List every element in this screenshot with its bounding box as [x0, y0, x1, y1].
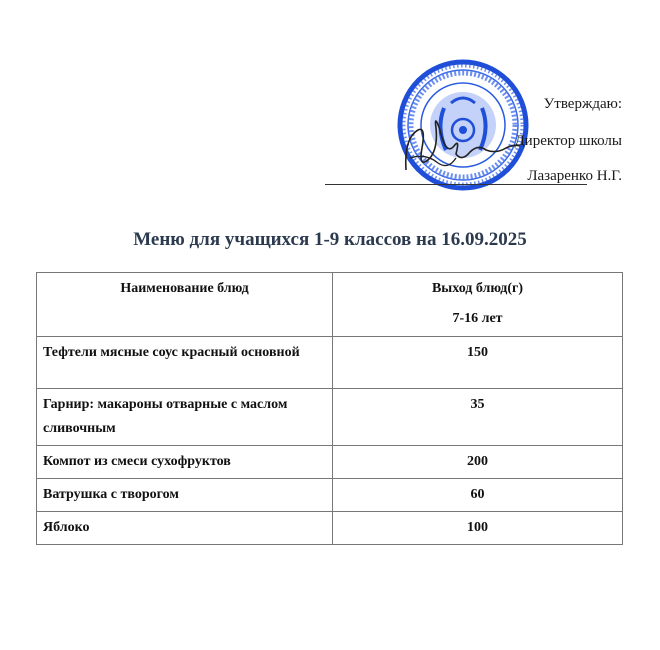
dish-name: Ватрушка с творогом	[37, 479, 333, 512]
approval-position: Директор школы	[514, 133, 622, 149]
menu-table	[36, 272, 623, 545]
header-dish-name: Наименование блюд	[37, 273, 333, 337]
official-stamp	[396, 58, 530, 192]
table-row	[37, 389, 623, 446]
signature-line	[325, 184, 587, 185]
dish-output: 100	[333, 512, 623, 545]
approval-name: Лазаренко Н.Г.	[527, 168, 622, 184]
approval-title: Утверждаю:	[543, 96, 622, 112]
dish-output: 200	[333, 446, 623, 479]
dish-name: Яблоко	[37, 512, 333, 545]
dish-output: 60	[333, 479, 623, 512]
header-output-label: Выход блюд(г)	[431, 281, 524, 296]
dish-name: Тефтели мясные соус красный основной	[37, 337, 333, 389]
dish-output: 35	[333, 389, 623, 446]
table-row	[37, 479, 623, 512]
dish-output: 150	[333, 337, 623, 389]
table-row	[37, 446, 623, 479]
table-row	[37, 337, 623, 389]
document-title: Меню для учащихся 1-9 классов на 16.09.2025	[133, 229, 527, 250]
table-row	[37, 512, 623, 545]
header-age-range: 7-16 лет	[452, 311, 503, 326]
dish-name: Компот из смеси сухофруктов	[37, 446, 333, 479]
table-header-row	[37, 273, 623, 337]
dish-name: Гарнир: макароны отварные с маслом сливочным	[37, 389, 333, 446]
header-output	[333, 273, 623, 337]
